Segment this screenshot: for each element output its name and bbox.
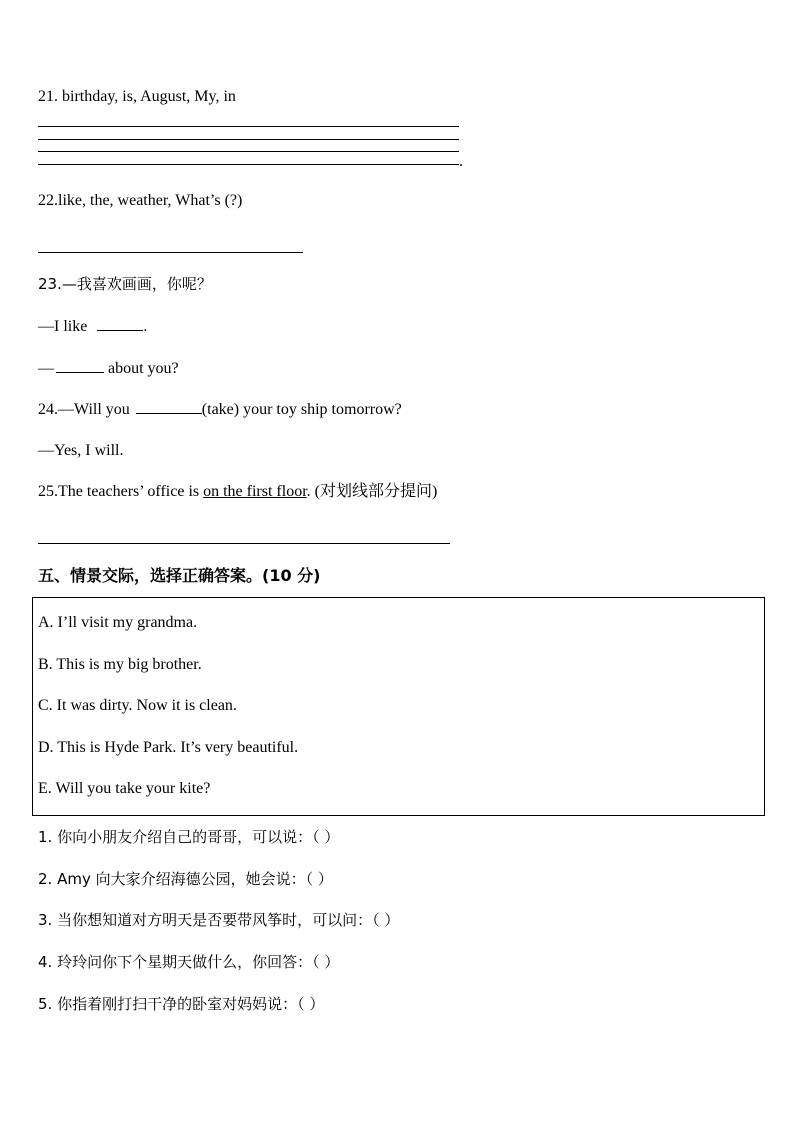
option-c: C. It was dirty. Now it is clean. — [38, 697, 237, 714]
option-b: B. This is my big brother. — [38, 656, 202, 673]
q24-blank[interactable] — [136, 399, 202, 414]
option-a: A. I’ll visit my grandma. — [38, 614, 198, 631]
q22-text: 22.like, the, weather, What’s (?) — [38, 192, 243, 209]
q24-suffix: (take) your toy ship tomorrow? — [201, 401, 402, 418]
q22-answer-line[interactable] — [38, 252, 303, 253]
q25-suffix: . (对划线部分提问) — [306, 483, 438, 500]
q24-prefix: 24.—Will you — [38, 401, 130, 418]
q21-end-mark: . — [459, 153, 463, 170]
q23-line-2-suffix: about you? — [108, 360, 179, 377]
q23-line-2 — [38, 358, 179, 379]
question-2[interactable]: 2. Amy 向大家介绍海德公园，她会说：（ ） — [38, 870, 333, 888]
q25-answer-line[interactable] — [38, 543, 450, 544]
q24-answer: —Yes, I will. — [38, 442, 124, 459]
question-4[interactable]: 4. 玲玲问你下个星期天做什么，你回答：（ ） — [38, 953, 340, 971]
q21-answer-line-4[interactable] — [38, 164, 459, 165]
q23-blank-1[interactable] — [97, 316, 143, 331]
q21-answer-line-3[interactable] — [38, 151, 459, 152]
q25-underlined-phrase: on the first floor — [203, 483, 307, 500]
q21-answer-line-2[interactable] — [38, 139, 459, 140]
section-5-title: 五、情景交际，选择正确答案。(10 分) — [38, 566, 321, 585]
q21-answer-line-1[interactable] — [38, 126, 459, 127]
q23-line-1-prefix: —I like — [38, 318, 88, 335]
option-e: E. Will you take your kite? — [38, 780, 211, 797]
q24-line — [38, 399, 402, 420]
q21-text: 21. birthday, is, August, My, in — [38, 88, 236, 105]
question-3[interactable]: 3. 当你想知道对方明天是否要带风筝时，可以问：（ ） — [38, 911, 400, 929]
q23-line-1 — [38, 316, 147, 337]
option-d: D. This is Hyde Park. It’s very beautiful. — [38, 739, 299, 756]
q23-blank-2[interactable] — [56, 358, 104, 373]
q25-prefix: 25.The teachers’ office is — [38, 483, 200, 500]
q23-line-1-suffix: . — [143, 318, 148, 335]
q23-line-2-prefix: — — [38, 360, 54, 377]
q23-prompt: 23.—我喜欢画画，你呢？ — [38, 275, 212, 293]
q25-line — [38, 482, 437, 502]
question-5[interactable]: 5. 你指着刚打扫干净的卧室对妈妈说：（ ） — [38, 995, 325, 1013]
question-1[interactable]: 1. 你向小朋友介绍自己的哥哥，可以说：（ ） — [38, 828, 340, 846]
